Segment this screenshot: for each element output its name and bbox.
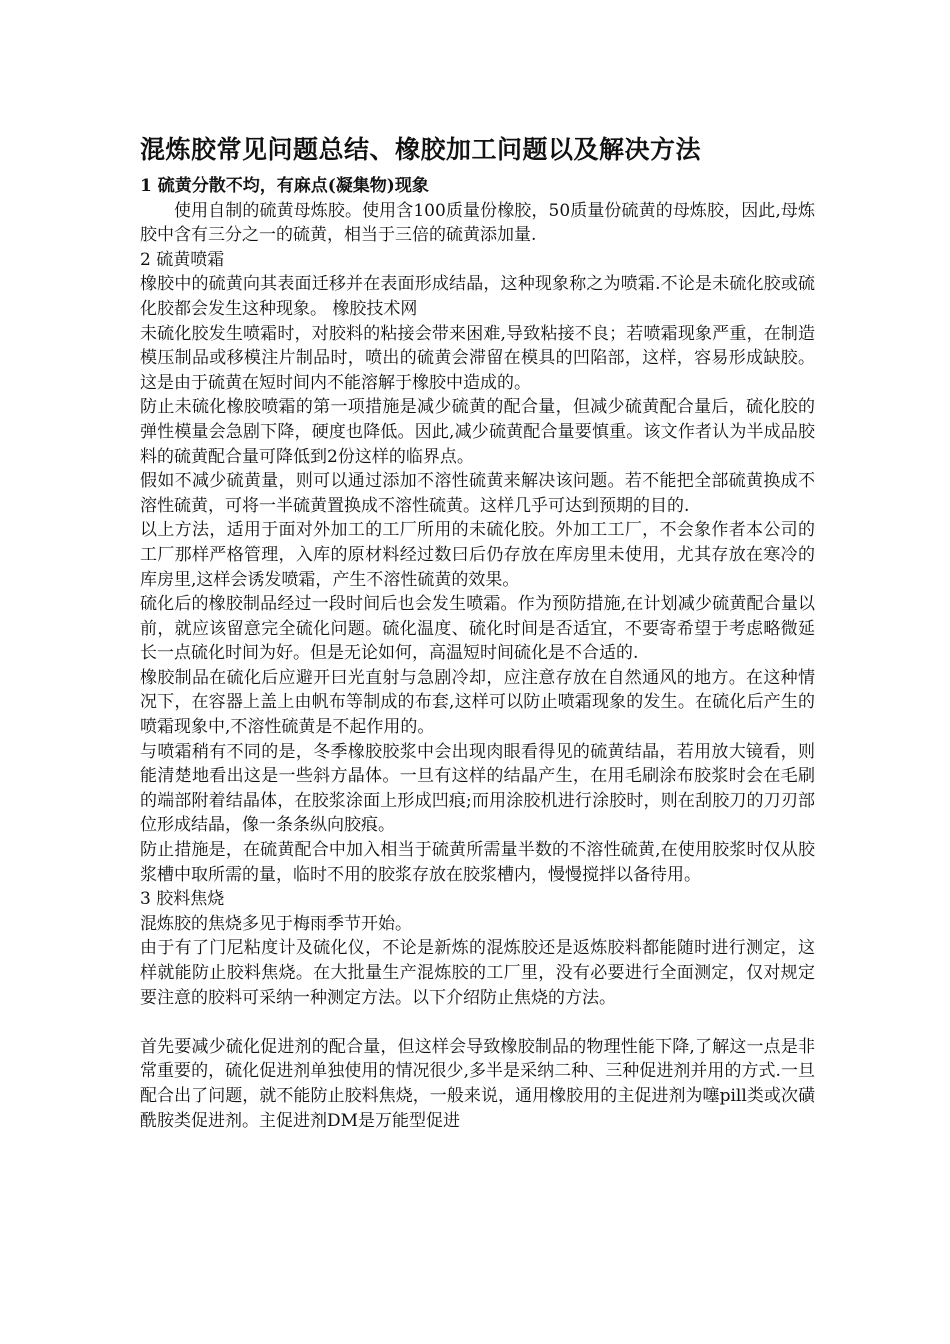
blank-line xyxy=(140,1010,815,1035)
paragraph-scorch-season: 混炼胶的焦烧多见于梅雨季节开始。 xyxy=(140,913,412,934)
paragraph-accelerators: 首先要减少硫化促进剂的配合量，但这样会导致橡胶制品的物理性能下降,了解这一点是非常重要的，硫化促进剂单独使用的情况很少,多半是采纳二种、三种促进剂并用的方式.一旦配合出了问题，就不能防止胶料焦烧，一般来说，通用橡胶用的主促进剂为噻pill类或次磺酰胺类促进剂。主促进剂DM是万能型促进 xyxy=(140,1036,815,1131)
paragraph-masterbatch: 使用自制的硫黄母炼胶。使用含100质量份橡胶，50质量份硫黄的母炼胶，因此,母炼胶中含有三分之一的硫黄，相当于三倍的硫黄添加量. xyxy=(140,200,815,246)
paragraph-prevention: 防止措施是，在硫黄配合中加入相当于硫黄所需量半数的不溶性硫黄,在使用胶浆时仅从胶浆槽中取所需的量，临时不用的胶浆存放在胶浆槽内，慢慢搅拌以备待用。 xyxy=(140,840,815,885)
section-heading-sulfur-dispersion: 1 硫黄分散不均，有麻点(凝集物)现象 xyxy=(140,176,429,196)
section-heading-sulfur-bloom: 2 硫黄喷霜 xyxy=(140,249,225,270)
paragraph-mooney-testing: 由于有了门尼粘度计及硫化仪，不论是新炼的混炼胶还是返炼胶料都能随时进行测定，这样就能防止胶料焦烧。在大批量生产混炼胶的工厂里，没有必要进行全面测定，仅对规定要注意的胶料可采纳一种测定方法。以下介绍防止焦烧的方法。 xyxy=(140,938,815,1008)
paragraph-storage: 橡胶制品在硫化后应避开曰光直射与急剧冷却，应注意存放在自然通风的地方。在这种情况下，在容器上盖上由帆布等制成的布套,这样可以防止喷霜现象的发生。在硫化后产生的喷霜现象中,不溶性硫黄是不起作用的。 xyxy=(140,667,815,738)
paragraph-outsourcing: 以上方法，适用于面对外加工的工厂所用的未硫化胶。外加工工厂，不会象作者本公司的工厂那样严格管理，入库的原材料经过数曰后仍存放在库房里未使用，尤其存放在寒冷的库房里,这样会诱发喷霜，产生不溶性硫黄的效果。 xyxy=(140,520,815,590)
paragraph-uncured-bloom: 未硫化胶发生喷霜时，对胶料的粘接会带来困难,导致粘接不良；若喷霜现象严重，在制造模压制品或移模注片制品时，喷出的硫黄会滞留在模具的凹陷部，这样，容易形成缺胶。这是由于硫黄在短时间内不能溶解于橡胶中造成的。 xyxy=(140,323,815,393)
paragraph-bloom-definition: 橡胶中的硫黄向其表面迁移并在表面形成结晶，这种现象称之为喷霜.不论是未硫化胶或硫化胶都会发生这种现象。 橡胶技术网 xyxy=(140,274,815,319)
paragraph-reduce-sulfur: 防止未硫化橡胶喷霜的第一项措施是减少硫黄的配合量，但减少硫黄配合量后，硫化胶的弹性模量会急剧下降，硬度也降低。因此,减少硫黄配合量要慎重。该文作者认为半成品胶料的硫黄配合量可降低到2份这样的临界点。 xyxy=(140,397,815,467)
document-page xyxy=(140,132,815,1133)
paragraph-cured-bloom: 硫化后的橡胶制品经过一段时间后也会发生喷霜。作为预防措施,在计划减少硫黄配合量以前，就应该留意完全硫化问题。硫化温度、硫化时间是否适宜，不要寄希望于考虑略微延长一点硫化时间为好。但是无论如何，高温短时间硫化是不合适的. xyxy=(140,594,815,664)
document-title: 混炼胶常见问题总结、橡胶加工问题以及解决方法 xyxy=(140,135,702,164)
paragraph-insoluble-sulfur: 假如不减少硫黄量，则可以通过添加不溶性硫黄来解决该问题。若不能把全部硫黄换成不溶性硫黄，可将一半硫黄置换成不溶性硫黄。这样几乎可达到预期的目的. xyxy=(140,471,815,516)
paragraph-winter-crystals: 与喷霜稍有不同的是，冬季橡胶胶浆中会出现肉眼看得见的硫黄结晶，若用放大镜看，则能清楚地看出这是一些斜方晶体。一旦有这样的结晶产生，在用毛刷涂布胶浆时会在毛刷的端部附着结晶体，在胶浆涂面上形成凹痕;而用涂胶机进行涂胶时，则在刮胶刀的刀刃部位形成结晶，像一条条纵向胶痕。 xyxy=(140,741,815,836)
section-heading-scorch: 3 胶料焦烧 xyxy=(140,889,225,910)
